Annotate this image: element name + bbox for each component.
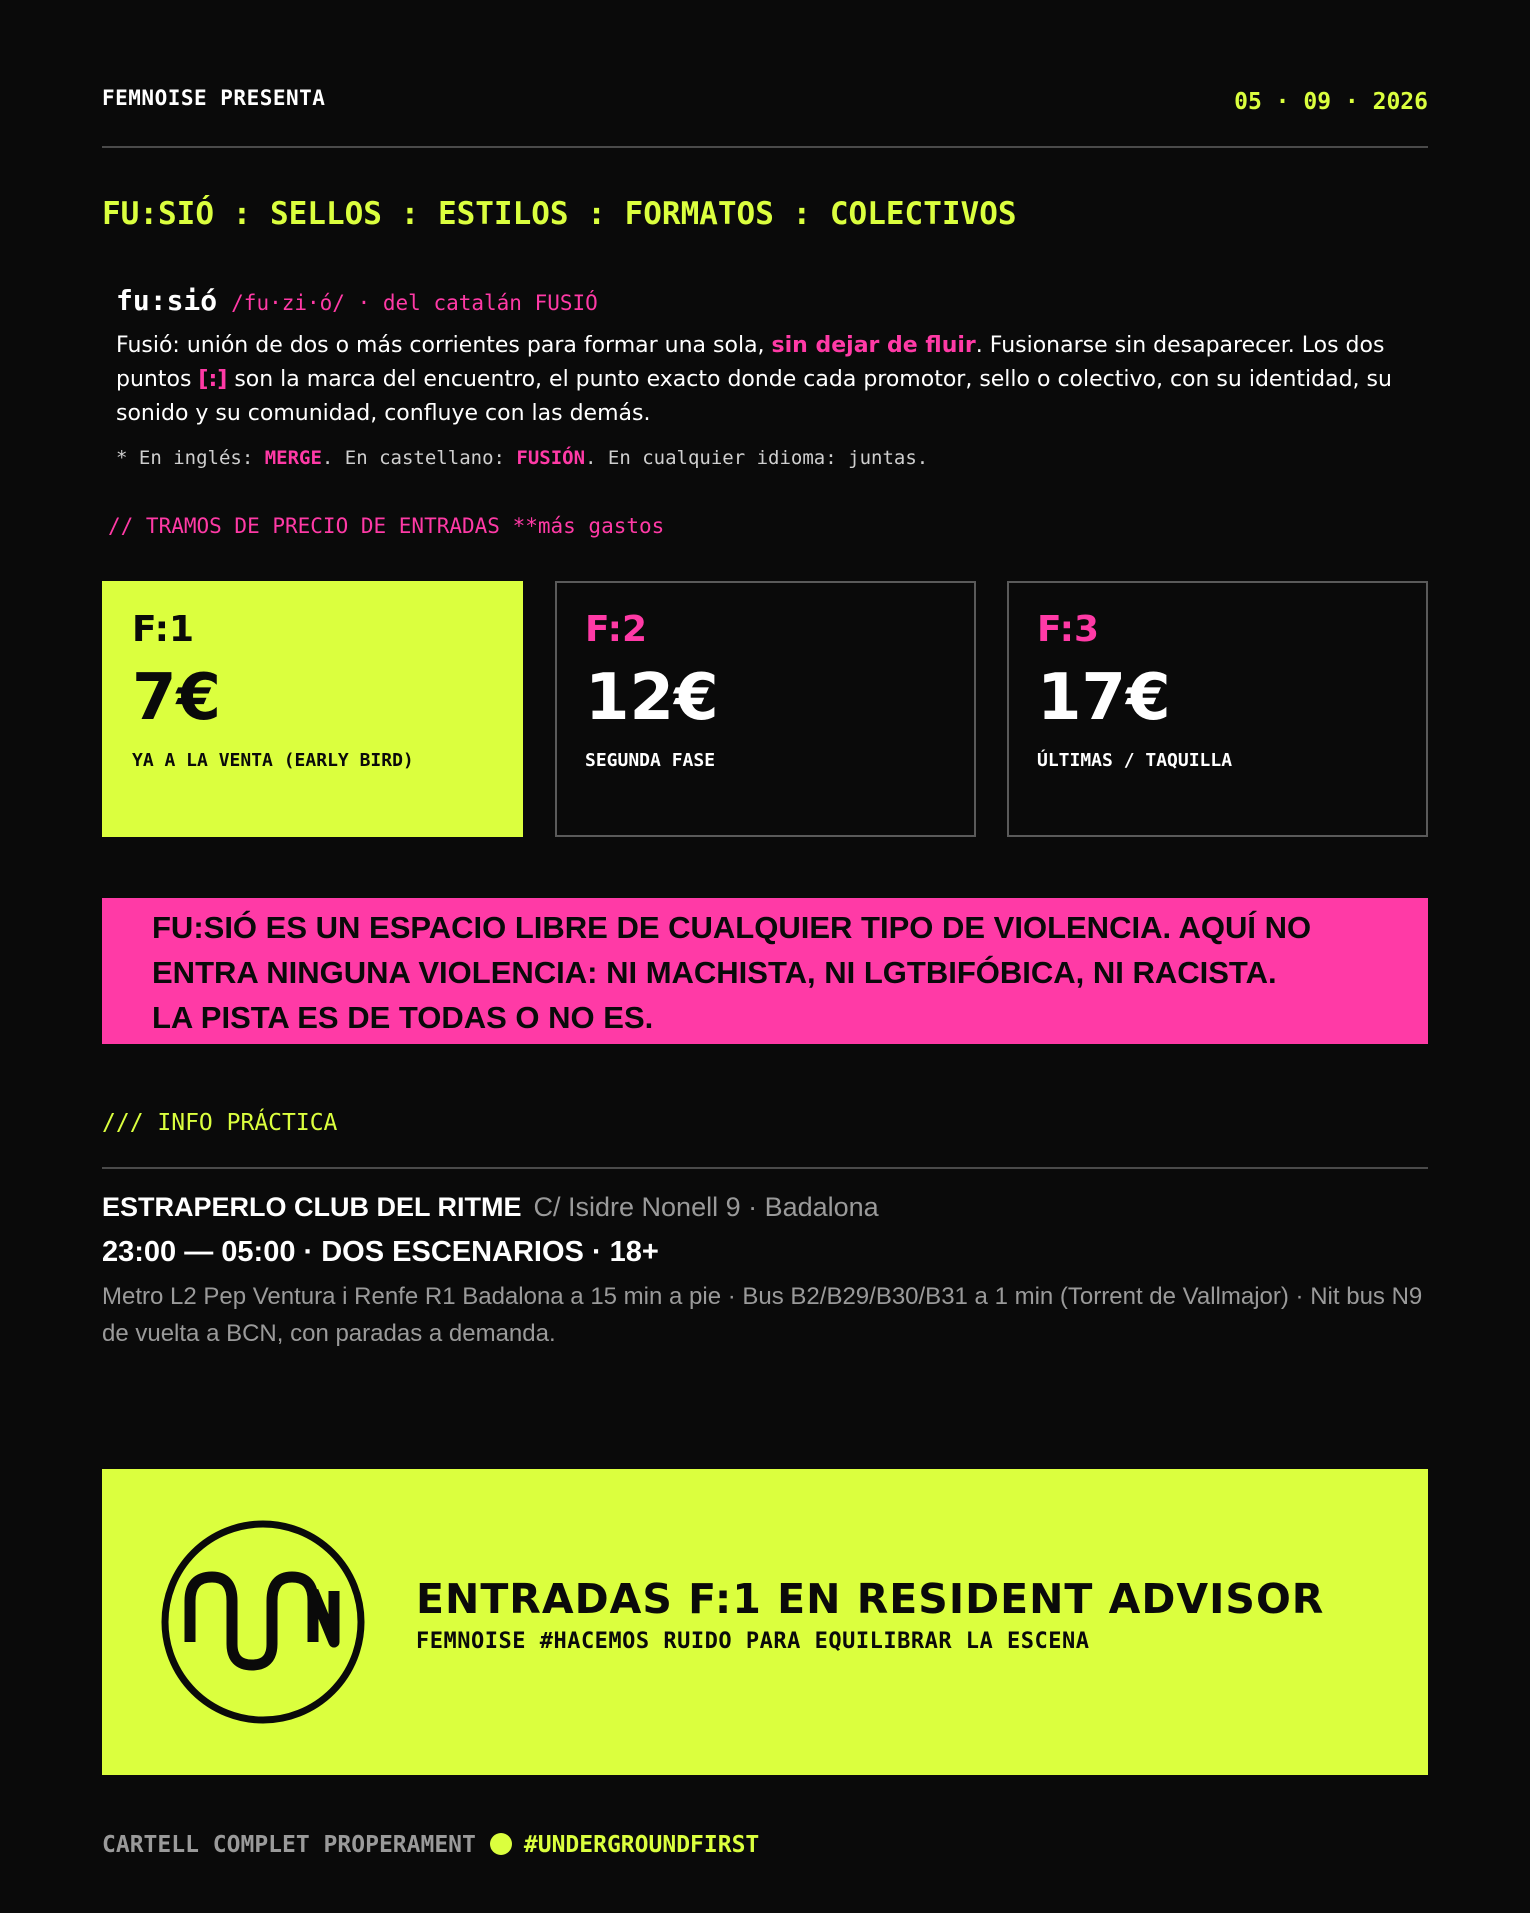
cta-subtitle: FEMNOISE #HACEMOS RUIDO PARA EQUILIBRAR LA ESCENA xyxy=(416,1629,1090,1654)
cta-title[interactable]: ENTRADAS F:1 EN RESIDENT ADVISOR xyxy=(416,1575,1325,1623)
safe-space-notice xyxy=(102,898,1428,1044)
definition-body xyxy=(116,329,1426,431)
definition-text: . Fusionarse sin desaparecer. Los dos puntos xyxy=(116,333,1385,392)
definition-text: son la marca del encuentro, el punto exacto donde cada promotor, sello o colectivo, con su identidad, su sonido y su comunidad, confluye con las demás. xyxy=(116,367,1392,426)
definition-text: Fusió: unión de dos o más corrientes para formar una sola, xyxy=(116,333,772,358)
presenter-label: FEMNOISE PRESENTA xyxy=(102,86,326,110)
femnoise-logo-icon xyxy=(160,1519,366,1725)
price-tier-f3 xyxy=(1007,581,1428,837)
event-hours: 23:00 — 05:00 · DOS ESCENARIOS · 18+ xyxy=(102,1236,659,1268)
header xyxy=(102,86,1428,148)
tier-description: YA A LA VENTA (EARLY BIRD) xyxy=(132,750,414,771)
definition-note xyxy=(116,447,1416,469)
tier-name: F:3 xyxy=(1037,609,1100,650)
price-tier-f1 xyxy=(102,581,523,837)
footer xyxy=(102,1832,759,1858)
tier-description: ÚLTIMAS / TAQUILLA xyxy=(1037,750,1233,771)
note-text: . En cualquier idioma: juntas. xyxy=(585,447,929,469)
venue-name: ESTRAPERLO CLUB DEL RITME xyxy=(102,1192,522,1222)
note-highlight: MERGE xyxy=(264,447,322,469)
tier-price: 7€ xyxy=(132,661,222,735)
definition-word: fu:sió xyxy=(116,284,218,317)
notice-line: FU:SIÓ ES UN ESPACIO LIBRE DE CUALQUIER TIPO DE VIOLENCIA. AQUÍ NO xyxy=(152,910,1312,945)
venue-line xyxy=(102,1192,879,1223)
ticket-cta-banner[interactable] xyxy=(102,1469,1428,1775)
notice-line: LA PISTA ES DE TODAS O NO ES. xyxy=(152,1000,654,1035)
footer-hashtag: #UNDERGROUNDFIRST xyxy=(523,1832,760,1858)
prices-label: // TRAMOS DE PRECIO DE ENTRADAS **más gastos xyxy=(108,514,665,538)
venue-address: C/ Isidre Nonell 9 · Badalona xyxy=(533,1192,879,1222)
dot-icon xyxy=(490,1833,512,1855)
definition-block xyxy=(116,284,1416,469)
note-highlight: FUSIÓN xyxy=(516,447,586,469)
tier-name: F:1 xyxy=(132,609,195,650)
transport-info: Metro L2 Pep Ventura i Renfe R1 Badalona a 15 min a pie · Bus B2/B29/B30/B31 a 1 min (Torrent de Vallmajor) · Nit bus N9 de vuelta a BCN, con paradas a demanda. xyxy=(102,1283,1423,1347)
tier-description: SEGUNDA FASE xyxy=(585,750,716,771)
footer-lineup-note: CARTELL COMPLET PROPERAMENT xyxy=(102,1832,476,1858)
notice-text xyxy=(152,905,1378,1040)
definition-highlight: [:] xyxy=(198,367,228,392)
definition-pronunciation: /fu·zi·ó/ · del catalán FUSIÓ xyxy=(231,291,598,315)
tier-price: 12€ xyxy=(585,661,719,735)
event-date: 05 · 09 · 2026 xyxy=(1234,89,1428,115)
tier-price: 17€ xyxy=(1037,661,1171,735)
notice-line: ENTRA NINGUNA VIOLENCIA: NI MACHISTA, NI LGTBIFÓBICA, NI RACISTA. xyxy=(152,955,1277,990)
note-text: . En castellano: xyxy=(321,447,517,469)
divider xyxy=(102,1167,1428,1169)
note-text: * En inglés: xyxy=(116,447,265,469)
tagline: FU:SIÓ : SELLOS : ESTILOS : FORMATOS : COLECTIVOS xyxy=(102,196,1017,232)
info-label: /// INFO PRÁCTICA xyxy=(102,1110,338,1136)
price-tier-f2 xyxy=(555,581,976,837)
tier-name: F:2 xyxy=(585,609,648,650)
definition-heading xyxy=(116,284,1416,317)
definition-highlight: sin dejar de fluir xyxy=(771,333,976,358)
